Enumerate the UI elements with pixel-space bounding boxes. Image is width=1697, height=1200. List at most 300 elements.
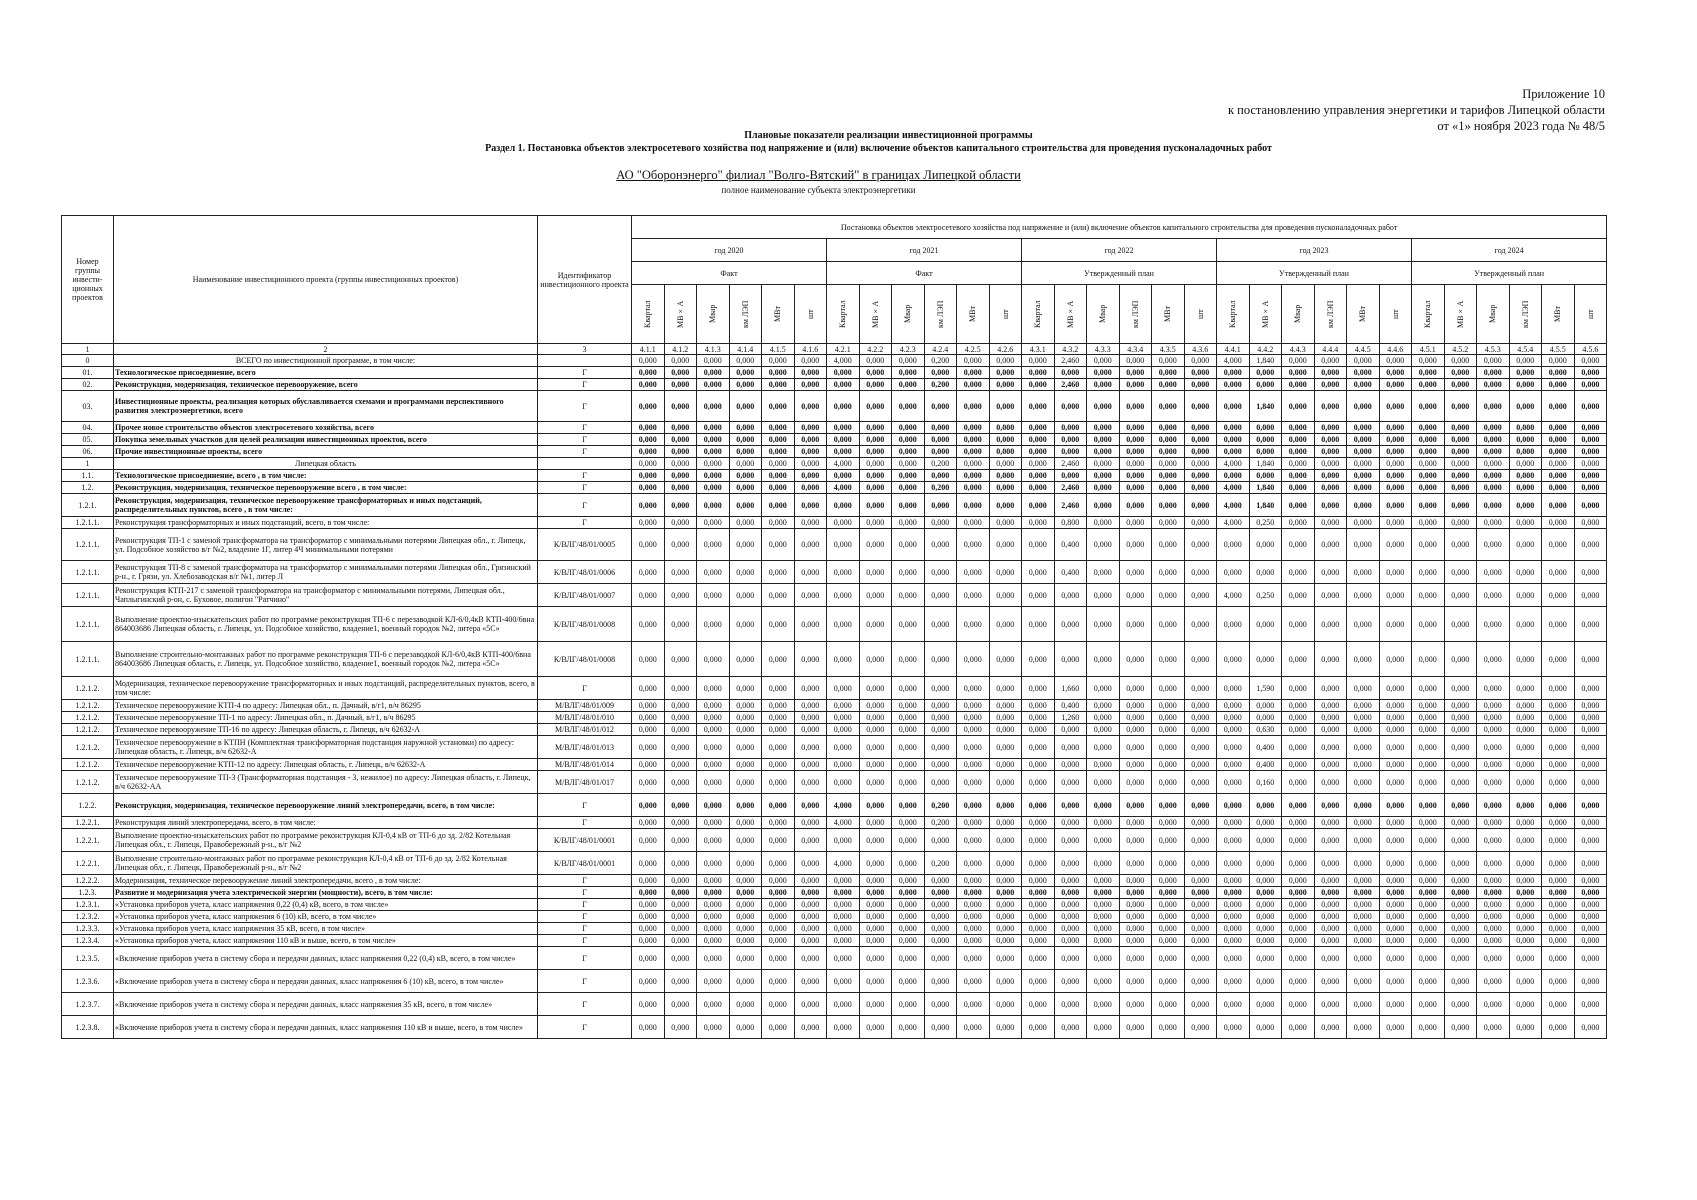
row-value: 0,000 — [632, 817, 665, 829]
row-value: 0,000 — [1444, 470, 1477, 482]
row-value: 0,000 — [1574, 736, 1607, 759]
row-value: 0,000 — [1184, 642, 1217, 677]
row-value: 0,000 — [957, 700, 990, 712]
row-value: 0,000 — [1477, 584, 1510, 607]
row-value: 0,000 — [1509, 700, 1542, 712]
row-value: 0,000 — [1379, 736, 1412, 759]
row-value: 0,000 — [1542, 434, 1575, 446]
row-group-number: 05. — [62, 434, 114, 446]
row-value: 0,000 — [729, 391, 762, 422]
row-value: 0,000 — [892, 935, 925, 947]
row-value: 0,000 — [1249, 607, 1282, 642]
row-value: 0,000 — [1509, 923, 1542, 935]
row-value: 0,000 — [1314, 607, 1347, 642]
row-value: 0,000 — [1022, 470, 1055, 482]
row-value: 0,000 — [697, 712, 730, 724]
row-value: 0,000 — [1217, 817, 1250, 829]
row-project-name: Покупка земельных участков для целей реализации инвестиционных проектов, всего — [114, 434, 538, 446]
row-value: 0,000 — [1477, 899, 1510, 911]
row-value: 0,000 — [1444, 494, 1477, 517]
row-group-number: 1.2.1.2. — [62, 700, 114, 712]
row-value: 0,000 — [632, 355, 665, 367]
row-value: 0,000 — [794, 494, 827, 517]
row-value: 0,000 — [1087, 584, 1120, 607]
row-project-id: Г — [538, 434, 632, 446]
row-value: 0,000 — [762, 355, 795, 367]
row-value: 0,800 — [1054, 517, 1087, 529]
row-value: 0,000 — [989, 887, 1022, 899]
row-value: 0,000 — [762, 470, 795, 482]
row-value: 0,000 — [1574, 517, 1607, 529]
row-value: 0,000 — [729, 446, 762, 458]
row-value: 0,000 — [1379, 899, 1412, 911]
column-number: 4.5.6 — [1574, 344, 1607, 355]
row-value: 0,000 — [664, 911, 697, 923]
row-value: 0,000 — [1249, 434, 1282, 446]
row-value: 0,000 — [1509, 422, 1542, 434]
header-year: год 2023 — [1217, 239, 1412, 262]
row-value: 2,460 — [1054, 494, 1087, 517]
row-value: 0,000 — [1152, 993, 1185, 1016]
row-value: 0,000 — [1087, 993, 1120, 1016]
row-value: 0,200 — [924, 458, 957, 470]
row-value: 0,000 — [1574, 391, 1607, 422]
row-value: 0,000 — [632, 970, 665, 993]
table-row — [62, 993, 1607, 1016]
row-value: 0,000 — [1282, 434, 1315, 446]
row-value: 0,000 — [1152, 642, 1185, 677]
row-value: 0,000 — [1412, 899, 1445, 911]
row-value: 0,000 — [1379, 993, 1412, 1016]
row-value: 0,000 — [1379, 875, 1412, 887]
row-value: 0,000 — [957, 355, 990, 367]
row-value: 0,000 — [1054, 446, 1087, 458]
row-value: 0,000 — [664, 434, 697, 446]
row-value: 0,000 — [859, 899, 892, 911]
row-value: 0,000 — [697, 700, 730, 712]
row-value: 0,000 — [957, 367, 990, 379]
row-value: 0,000 — [1152, 724, 1185, 736]
header-unit-label: Мвар — [1098, 304, 1108, 324]
row-value: 0,000 — [632, 700, 665, 712]
row-value: 0,000 — [1347, 584, 1380, 607]
row-value: 0,000 — [924, 584, 957, 607]
row-value: 0,000 — [1282, 899, 1315, 911]
row-value: 0,000 — [1282, 494, 1315, 517]
row-value: 1,840 — [1249, 482, 1282, 494]
header-unit-label: МВ×А — [1065, 300, 1075, 328]
column-number: 4.2.5 — [957, 344, 990, 355]
row-value: 0,000 — [1574, 584, 1607, 607]
row-value: 0,000 — [1379, 947, 1412, 970]
row-value: 0,000 — [1087, 771, 1120, 794]
row-project-id: Г — [538, 875, 632, 887]
row-value: 0,000 — [892, 482, 925, 494]
row-value: 0,000 — [1574, 529, 1607, 561]
row-value: 0,000 — [697, 642, 730, 677]
row-value: 0,000 — [989, 736, 1022, 759]
row-value: 0,000 — [924, 561, 957, 584]
row-project-id: Г — [538, 794, 632, 817]
row-group-number: 1.2.1. — [62, 494, 114, 517]
header-unit-label: Квартал — [643, 300, 653, 328]
row-value: 0,000 — [892, 529, 925, 561]
row-project-name: Реконструкция, модернизация, техническое перевооружение всего , в том числе: — [114, 482, 538, 494]
row-value: 0,000 — [1184, 875, 1217, 887]
row-value: 0,000 — [762, 379, 795, 391]
row-project-id — [538, 458, 632, 470]
row-value: 0,000 — [892, 494, 925, 517]
row-value: 0,000 — [1542, 852, 1575, 875]
row-value: 0,000 — [1022, 875, 1055, 887]
row-value: 0,000 — [1087, 911, 1120, 923]
row-value: 0,000 — [794, 759, 827, 771]
row-value: 0,000 — [762, 771, 795, 794]
row-value: 0,000 — [1184, 434, 1217, 446]
row-value: 0,000 — [892, 736, 925, 759]
row-project-id: Г — [538, 887, 632, 899]
row-value: 0,000 — [1249, 712, 1282, 724]
row-value: 0,000 — [1054, 829, 1087, 852]
row-value: 0,000 — [924, 700, 957, 712]
row-value: 0,000 — [1444, 355, 1477, 367]
row-value: 0,000 — [1119, 642, 1152, 677]
row-value: 0,000 — [957, 379, 990, 391]
table-row — [62, 935, 1607, 947]
row-value: 0,000 — [924, 434, 957, 446]
row-value: 0,000 — [1379, 355, 1412, 367]
row-value: 0,000 — [1054, 391, 1087, 422]
organization-name: АО "Оборонэнерго" филиал "Волго-Вятский" в границах Липецкой области — [616, 168, 1021, 182]
row-group-number: 1.2.3.8. — [62, 1016, 114, 1039]
row-value: 0,000 — [794, 458, 827, 470]
row-group-number: 1.2.1.2. — [62, 677, 114, 700]
row-value: 0,000 — [989, 935, 1022, 947]
row-value: 0,000 — [1444, 829, 1477, 852]
row-value: 0,000 — [1217, 642, 1250, 677]
row-value: 0,000 — [632, 759, 665, 771]
row-value: 0,000 — [794, 517, 827, 529]
row-value: 0,000 — [957, 561, 990, 584]
row-project-id: Г — [538, 677, 632, 700]
row-value: 0,000 — [924, 887, 957, 899]
row-group-number: 1.2.1.1. — [62, 561, 114, 584]
header-unit-label: Мвар — [903, 304, 913, 324]
row-value: 1,840 — [1249, 458, 1282, 470]
row-value: 0,000 — [1119, 355, 1152, 367]
row-value: 0,000 — [762, 759, 795, 771]
row-value: 0,000 — [1119, 434, 1152, 446]
row-value: 0,000 — [1574, 379, 1607, 391]
row-value: 0,000 — [1347, 970, 1380, 993]
row-value: 0,000 — [1542, 391, 1575, 422]
row-project-name: «Включение приборов учета в систему сбора и передачи данных, класс напряжения 0,22 (0,4) кВ, всего, в том числе» — [114, 947, 538, 970]
row-value: 0,000 — [1444, 993, 1477, 1016]
row-value: 0,000 — [794, 422, 827, 434]
row-value: 0,000 — [1282, 923, 1315, 935]
row-value: 0,000 — [957, 947, 990, 970]
appendix-line-2: к постановлению управления энергетики и тарифов Липецкой области — [1227, 103, 1605, 117]
row-value: 0,000 — [1412, 391, 1445, 422]
row-value: 0,000 — [762, 736, 795, 759]
row-value: 0,000 — [794, 391, 827, 422]
row-value: 0,000 — [1412, 642, 1445, 677]
row-value: 0,000 — [664, 584, 697, 607]
row-project-name: Реконструкция, модернизация, техническое перевооружение трансформаторных и иных подстанций, распределительных пунктов, всего , в том числе: — [114, 494, 538, 517]
row-value: 0,000 — [1249, 829, 1282, 852]
row-value: 0,000 — [859, 584, 892, 607]
row-value: 0,000 — [1152, 771, 1185, 794]
row-value: 0,000 — [664, 446, 697, 458]
row-value: 0,000 — [1119, 607, 1152, 642]
investment-table — [61, 215, 1607, 1039]
row-value: 0,000 — [762, 887, 795, 899]
row-value: 0,000 — [1152, 458, 1185, 470]
row-value: 0,000 — [1119, 829, 1152, 852]
row-value: 0,000 — [1314, 367, 1347, 379]
row-value: 0,000 — [729, 771, 762, 794]
row-value: 0,000 — [892, 759, 925, 771]
row-value: 0,000 — [1477, 355, 1510, 367]
table-row — [62, 724, 1607, 736]
row-value: 0,000 — [664, 724, 697, 736]
row-value: 0,000 — [1574, 561, 1607, 584]
header-unit-label: Квартал — [1423, 300, 1433, 328]
row-value: 0,000 — [1509, 584, 1542, 607]
row-value: 0,000 — [1087, 970, 1120, 993]
row-value: 0,000 — [859, 1016, 892, 1039]
row-value: 0,000 — [1314, 817, 1347, 829]
row-value: 0,000 — [1444, 759, 1477, 771]
row-value: 0,000 — [1249, 470, 1282, 482]
row-value: 0,000 — [1542, 829, 1575, 852]
row-value: 0,000 — [1054, 899, 1087, 911]
row-value: 0,000 — [697, 852, 730, 875]
row-value: 0,000 — [1282, 367, 1315, 379]
row-value: 0,000 — [729, 736, 762, 759]
row-group-number: 1.2.3.2. — [62, 911, 114, 923]
row-value: 0,000 — [1119, 875, 1152, 887]
row-value: 0,000 — [1217, 771, 1250, 794]
row-value: 0,000 — [1217, 677, 1250, 700]
row-value: 0,000 — [1054, 771, 1087, 794]
row-value: 0,000 — [794, 561, 827, 584]
row-value: 0,000 — [1477, 677, 1510, 700]
row-value: 0,000 — [859, 422, 892, 434]
row-value: 0,000 — [1152, 677, 1185, 700]
row-value: 0,000 — [1542, 947, 1575, 970]
row-value: 0,000 — [1444, 970, 1477, 993]
row-value: 0,000 — [1412, 724, 1445, 736]
row-value: 0,000 — [632, 947, 665, 970]
row-value: 0,000 — [1087, 736, 1120, 759]
row-value: 0,000 — [827, 923, 860, 935]
row-value: 0,000 — [794, 875, 827, 887]
row-value: 0,000 — [1509, 899, 1542, 911]
row-value: 0,000 — [1574, 935, 1607, 947]
row-value: 0,000 — [1444, 736, 1477, 759]
row-value: 0,000 — [1217, 829, 1250, 852]
row-value: 0,000 — [1087, 947, 1120, 970]
row-value: 0,000 — [794, 887, 827, 899]
row-value: 0,000 — [1347, 561, 1380, 584]
investment-table-wrapper — [61, 215, 1607, 1039]
row-value: 0,000 — [1444, 677, 1477, 700]
row-value: 0,000 — [1509, 561, 1542, 584]
row-value: 0,000 — [1444, 529, 1477, 561]
header-main-caption: Постановка объектов электросетевого хозяйства под напряжение и (или) включение объектов капитального строительства для проведения пусконаладочных работ — [632, 216, 1607, 239]
row-value: 0,000 — [1282, 993, 1315, 1016]
row-value: 0,000 — [1217, 700, 1250, 712]
row-value: 0,000 — [1379, 700, 1412, 712]
row-value: 0,000 — [1379, 367, 1412, 379]
row-value: 4,000 — [827, 794, 860, 817]
row-value: 0,000 — [1249, 367, 1282, 379]
row-value: 0,000 — [892, 422, 925, 434]
header-unit-label: Квартал — [838, 300, 848, 328]
row-value: 0,000 — [1412, 817, 1445, 829]
row-value: 0,000 — [827, 494, 860, 517]
row-value: 0,000 — [1574, 875, 1607, 887]
row-project-name: Выполнение проектно-изыскательских работ по программе реконструкция ТП-6 с перезаводкой КЛ-6/0,4кВ КТП-400/6вна 864003686 Липецкая область, г. Липецк, ул. Подсобное хозяйство, владение1, военный городок №2, литера «5С» — [114, 607, 538, 642]
row-value: 4,000 — [1217, 482, 1250, 494]
row-value: 0,000 — [729, 759, 762, 771]
column-number: 4.1.6 — [794, 344, 827, 355]
row-value: 0,000 — [632, 852, 665, 875]
row-value: 0,000 — [1314, 494, 1347, 517]
row-value: 0,000 — [1022, 852, 1055, 875]
header-unit — [1574, 285, 1607, 344]
row-value: 0,000 — [859, 529, 892, 561]
row-value: 0,000 — [1314, 379, 1347, 391]
row-value: 0,000 — [1217, 875, 1250, 887]
row-value: 0,000 — [1379, 1016, 1412, 1039]
row-value: 0,000 — [1477, 947, 1510, 970]
row-value: 0,000 — [1119, 771, 1152, 794]
row-value: 0,000 — [697, 391, 730, 422]
row-value: 0,000 — [1152, 935, 1185, 947]
row-value: 0,000 — [924, 736, 957, 759]
row-project-name: Технологическое присоединение, всего — [114, 367, 538, 379]
row-value: 4,000 — [1217, 355, 1250, 367]
column-number: 4.2.1 — [827, 344, 860, 355]
row-value: 0,000 — [729, 993, 762, 1016]
row-value: 0,000 — [632, 561, 665, 584]
row-value: 0,000 — [1412, 852, 1445, 875]
row-value: 0,000 — [1152, 1016, 1185, 1039]
row-group-number: 1.2.3.5. — [62, 947, 114, 970]
header-unit — [827, 285, 860, 344]
row-value: 0,000 — [1152, 712, 1185, 724]
row-value: 0,000 — [1022, 494, 1055, 517]
row-value: 0,000 — [664, 642, 697, 677]
row-value: 0,000 — [762, 482, 795, 494]
row-value: 0,000 — [1217, 923, 1250, 935]
row-project-name: Реконструкция ТП-8 с заменой трансформатора на трансформатор с минимальными потерями Липецкая обл., Грязинский р-н., г. Грязи, ул. Хлебозаводская в/г №1, литер Л — [114, 561, 538, 584]
row-value: 0,000 — [1217, 887, 1250, 899]
row-value: 0,000 — [1379, 517, 1412, 529]
row-value: 0,000 — [1412, 434, 1445, 446]
row-value: 0,000 — [1282, 470, 1315, 482]
table-row — [62, 446, 1607, 458]
row-value: 0,000 — [1379, 494, 1412, 517]
row-value: 0,000 — [1574, 911, 1607, 923]
row-value: 0,000 — [1542, 482, 1575, 494]
row-value: 0,000 — [1542, 712, 1575, 724]
row-value: 0,000 — [1574, 993, 1607, 1016]
row-value: 0,000 — [859, 724, 892, 736]
row-value: 0,000 — [1477, 446, 1510, 458]
row-value: 0,000 — [989, 458, 1022, 470]
row-value: 0,000 — [1477, 771, 1510, 794]
row-value: 0,000 — [1282, 517, 1315, 529]
row-value: 0,000 — [957, 817, 990, 829]
column-number: 4.5.1 — [1412, 344, 1445, 355]
row-value: 0,000 — [1249, 379, 1282, 391]
row-value: 0,000 — [892, 887, 925, 899]
row-value: 0,000 — [957, 712, 990, 724]
row-value: 0,000 — [1022, 899, 1055, 911]
row-project-id: Г — [538, 422, 632, 434]
row-project-name: Инвестиционные проекты, реализация которых обуславливается схемами и программами перспективного развития электроэнергетики, всего — [114, 391, 538, 422]
row-value: 0,000 — [1119, 935, 1152, 947]
row-value: 0,000 — [1054, 794, 1087, 817]
row-value: 4,000 — [827, 355, 860, 367]
row-value: 0,000 — [859, 794, 892, 817]
row-value: 0,000 — [924, 993, 957, 1016]
row-value: 0,000 — [1282, 887, 1315, 899]
row-value: 0,000 — [1217, 470, 1250, 482]
row-value: 0,000 — [1087, 517, 1120, 529]
row-value: 0,000 — [1509, 379, 1542, 391]
row-project-name: «Установка приборов учета, класс напряжения 35 кВ, всего, в том числе» — [114, 923, 538, 935]
row-value: 0,000 — [924, 712, 957, 724]
row-group-number: 1.2. — [62, 482, 114, 494]
row-value: 0,000 — [762, 422, 795, 434]
row-value: 0,000 — [1477, 829, 1510, 852]
row-value: 0,000 — [1477, 759, 1510, 771]
row-value: 0,400 — [1249, 759, 1282, 771]
row-group-number: 1.2.3.4. — [62, 935, 114, 947]
row-value: 0,200 — [924, 794, 957, 817]
row-value: 0,000 — [989, 724, 1022, 736]
row-project-id: К/ВЛГ/48/01/0007 — [538, 584, 632, 607]
row-project-name: Техническое перевооружение ТП-16 по адресу: Липецкая область, г. Липецк, в/ч 62632-А — [114, 724, 538, 736]
row-value: 0,000 — [1217, 446, 1250, 458]
row-value: 0,000 — [762, 875, 795, 887]
row-value: 0,000 — [1314, 771, 1347, 794]
row-value: 0,000 — [1444, 794, 1477, 817]
header-unit-label: Мвар — [1293, 304, 1303, 324]
table-row — [62, 584, 1607, 607]
row-value: 0,000 — [1119, 724, 1152, 736]
row-value: 0,000 — [664, 923, 697, 935]
row-value: 0,000 — [827, 642, 860, 677]
row-value: 0,000 — [1087, 379, 1120, 391]
row-value: 0,000 — [1347, 817, 1380, 829]
row-value: 0,000 — [1509, 736, 1542, 759]
row-value: 0,000 — [1184, 482, 1217, 494]
row-value: 0,000 — [1282, 446, 1315, 458]
header-unit-label: Квартал — [1228, 300, 1238, 328]
row-value: 0,000 — [1119, 529, 1152, 561]
row-value: 0,000 — [1347, 529, 1380, 561]
row-value: 0,000 — [1477, 379, 1510, 391]
row-value: 0,000 — [1412, 875, 1445, 887]
row-value: 0,000 — [892, 829, 925, 852]
row-group-number: 1.2.1.2. — [62, 759, 114, 771]
row-value: 0,000 — [697, 923, 730, 935]
